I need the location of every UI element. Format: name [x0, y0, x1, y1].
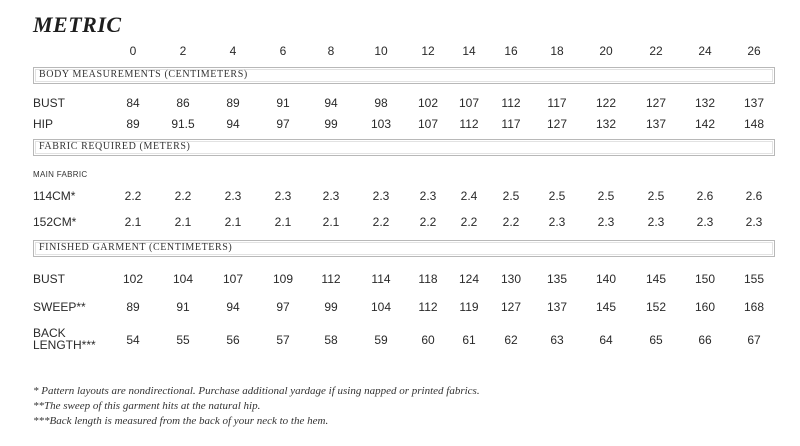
table-cell: 142	[694, 117, 716, 131]
table-cell: 2.3	[597, 215, 615, 229]
table-cell: 124	[458, 272, 480, 286]
row-label: BUST	[33, 272, 66, 286]
section-title: BODY MEASUREMENTS (CENTIMETERS)	[39, 69, 248, 80]
table-cell: 2.2	[174, 189, 192, 203]
table-cell: 109	[272, 272, 294, 286]
size-header-cell: 12	[421, 44, 435, 58]
table-cell: 2.3	[745, 215, 763, 229]
size-header-cell: 6	[279, 44, 287, 58]
size-header-cell: 10	[374, 44, 388, 58]
table-cell: 119	[459, 300, 479, 314]
row-label: 152CM*	[33, 215, 77, 229]
table-cell: 2.6	[745, 189, 763, 203]
table-cell: 2.3	[274, 189, 292, 203]
table-cell: 89	[226, 96, 240, 110]
table-cell: 55	[176, 333, 190, 347]
table-cell: 65	[649, 333, 663, 347]
table-cell: 130	[500, 272, 522, 286]
table-cell: 112	[459, 117, 479, 131]
size-header-cell: 22	[649, 44, 663, 58]
table-cell: 94	[324, 96, 338, 110]
row-label: SWEEP**	[33, 300, 86, 314]
table-cell: 2.3	[419, 189, 437, 203]
table-cell: 2.1	[322, 215, 340, 229]
table-cell: 145	[595, 300, 617, 314]
table-cell: 56	[226, 333, 240, 347]
table-cell: 2.2	[419, 215, 437, 229]
table-cell: 2.3	[322, 189, 340, 203]
table-cell: 2.1	[124, 215, 142, 229]
table-cell: 132	[694, 96, 716, 110]
size-header-cell: 20	[599, 44, 613, 58]
table-cell: 122	[595, 96, 617, 110]
table-cell: 2.6	[696, 189, 714, 203]
table-cell: 137	[546, 300, 568, 314]
row-label: 114CM*	[33, 189, 76, 203]
table-cell: 2.3	[372, 189, 390, 203]
table-cell: 91.5	[171, 117, 195, 131]
table-cell: 107	[222, 272, 244, 286]
table-cell: 97	[276, 117, 290, 131]
table-cell: 64	[599, 333, 613, 347]
table-cell: 140	[595, 272, 617, 286]
table-cell: 160	[694, 300, 716, 314]
section-title: FINISHED GARMENT (CENTIMETERS)	[39, 242, 233, 253]
table-cell: 2.5	[502, 189, 520, 203]
table-cell: 104	[172, 272, 194, 286]
table-cell: 63	[550, 333, 564, 347]
table-cell: 89	[126, 300, 140, 314]
table-cell: 60	[421, 333, 435, 347]
table-cell: 99	[324, 117, 338, 131]
table-cell: 2.1	[274, 215, 292, 229]
table-cell: 168	[743, 300, 765, 314]
table-cell: 107	[417, 117, 439, 131]
table-cell: 67	[747, 333, 761, 347]
table-cell: 102	[417, 96, 439, 110]
table-cell: 152	[645, 300, 667, 314]
table-cell: 145	[645, 272, 667, 286]
table-cell: 2.3	[696, 215, 714, 229]
table-cell: 107	[458, 96, 480, 110]
table-cell: 97	[276, 300, 290, 314]
table-cell: 103	[370, 117, 392, 131]
table-cell: 54	[126, 333, 140, 347]
table-cell: 137	[645, 117, 667, 131]
table-cell: 102	[122, 272, 144, 286]
section-header	[33, 240, 775, 257]
table-cell: 86	[176, 96, 190, 110]
section-header	[33, 139, 775, 156]
table-cell: 137	[743, 96, 765, 110]
table-cell: 2.5	[548, 189, 566, 203]
table-cell: 84	[126, 96, 140, 110]
section-header	[33, 67, 775, 84]
table-cell: 148	[743, 117, 765, 131]
table-cell: 91	[276, 96, 290, 110]
table-cell: 2.5	[597, 189, 615, 203]
footnotes	[33, 384, 480, 429]
table-cell: 112	[501, 96, 521, 110]
table-cell: 117	[547, 96, 567, 110]
table-cell: 104	[370, 300, 392, 314]
size-header-cell: 8	[327, 44, 335, 58]
page-title: METRIC	[33, 12, 122, 37]
size-header-cell: 2	[179, 44, 187, 58]
table-cell: 62	[504, 333, 518, 347]
table-cell: 127	[546, 117, 568, 131]
table-cell: 127	[645, 96, 667, 110]
table-cell: 155	[743, 272, 765, 286]
table-cell: 2.2	[372, 215, 390, 229]
footnote: ***Back length is measured from the back of your neck to the hem.	[33, 415, 329, 427]
table-cell: 2.1	[224, 215, 242, 229]
footnote: **The sweep of this garment hits at the natural hip.	[33, 400, 261, 412]
size-header-cell: 0	[129, 44, 137, 58]
table-cell: 66	[698, 333, 712, 347]
table-cell: 98	[374, 96, 388, 110]
table-cell: 2.3	[647, 215, 665, 229]
table-cell: 132	[595, 117, 617, 131]
table-cell: 2.3	[548, 215, 566, 229]
table-cell: 112	[321, 272, 341, 286]
table-cell: 59	[374, 333, 388, 347]
section-title: FABRIC REQUIRED (METERS)	[39, 141, 191, 152]
row-label: HIP	[33, 117, 54, 131]
row-label: BACK LENGTH***	[33, 326, 96, 352]
row-label: BUST	[33, 96, 66, 110]
size-header-cell: 18	[550, 44, 564, 58]
section-sublabel: MAIN FABRIC	[33, 170, 88, 179]
table-cell: 127	[500, 300, 522, 314]
table-cell: 61	[462, 333, 476, 347]
table-cell: 114	[371, 272, 391, 286]
footnote: * Pattern layouts are nondirectional. Purchase additional yardage if using napped or printed fabrics.	[33, 385, 480, 397]
table-cell: 99	[324, 300, 338, 314]
table-cell: 2.2	[502, 215, 520, 229]
table-cell: 58	[324, 333, 338, 347]
size-header-cell: 16	[504, 44, 518, 58]
table-cell: 2.2	[124, 189, 142, 203]
size-header-cell: 26	[747, 44, 761, 58]
table-cell: 94	[226, 117, 240, 131]
table-cell: 57	[276, 333, 290, 347]
table-cell: 2.3	[224, 189, 242, 203]
table-cell: 2.1	[174, 215, 192, 229]
table-cell: 118	[418, 272, 438, 286]
table-cell: 150	[694, 272, 716, 286]
table-cell: 135	[546, 272, 568, 286]
size-header-cell: 24	[698, 44, 712, 58]
size-header-cell: 14	[462, 44, 476, 58]
table-cell: 117	[501, 117, 521, 131]
table-cell: 2.2	[460, 215, 478, 229]
table-cell: 112	[418, 300, 438, 314]
table-cell: 94	[226, 300, 240, 314]
table-cell: 91	[176, 300, 190, 314]
table-cell: 89	[126, 117, 140, 131]
size-header-cell: 4	[229, 44, 237, 58]
table-cell: 2.5	[647, 189, 665, 203]
table-cell: 2.4	[460, 189, 478, 203]
